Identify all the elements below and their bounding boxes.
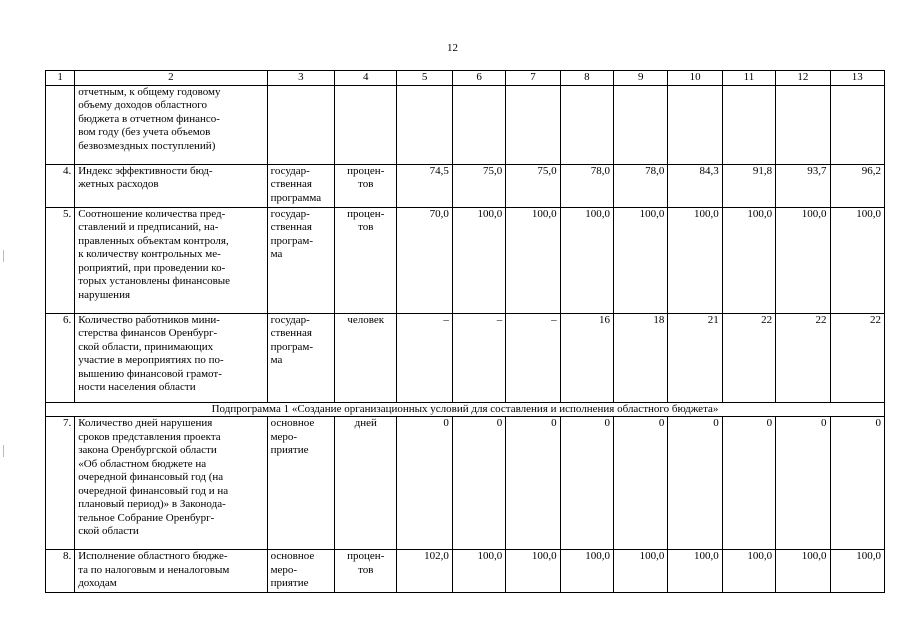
value-cell-text: 100,0 [477, 550, 503, 562]
source-cell [267, 417, 334, 550]
value-cell-text: 75,0 [537, 164, 557, 177]
value-cell-text: 22 [870, 313, 881, 326]
value-cell-text: 100,0 [531, 550, 557, 562]
value-cell [397, 550, 452, 593]
value-cell [452, 550, 505, 593]
unit-cell [335, 85, 397, 164]
header-cell: 4 [335, 71, 397, 86]
indicator-name-cell [75, 313, 267, 402]
value-cell-text: – [443, 313, 449, 326]
value-cell [722, 417, 775, 550]
value-cell [506, 207, 560, 313]
row-number-cell [46, 207, 75, 313]
value-cell [830, 85, 885, 164]
value-cell-text: 21 [707, 313, 719, 326]
subprogram-row [46, 402, 885, 417]
table-row [46, 164, 885, 207]
page-number: 12 [447, 42, 458, 54]
value-cell [722, 85, 775, 164]
source-cell-text: государ- ственная программа [270, 164, 322, 204]
value-cell [776, 550, 830, 593]
value-cell-text: 70,0 [429, 207, 449, 220]
source-cell [267, 164, 334, 207]
scan-edge-mark [3, 445, 4, 457]
value-cell-text: 100,0 [477, 207, 503, 220]
value-cell [397, 164, 452, 207]
indicator-name-cell [75, 550, 267, 593]
row-number-cell-text: 5. [62, 207, 72, 220]
value-cell-text: 78,0 [590, 164, 610, 177]
table-row [46, 550, 885, 593]
source-cell [267, 207, 334, 313]
value-cell [397, 417, 452, 550]
row-number-cell-text: 4. [62, 164, 72, 177]
value-cell-text: 0 [551, 417, 557, 429]
value-cell [614, 550, 668, 593]
header-row [46, 71, 885, 86]
indicator-name-cell-text: Количество дней нарушения сроков представления проекта закона Оренбургской области «Об областном бюджете на очередной финансовый год (на очередной финансовый год и на плановый период)» в Законода- тельное Собрание Оренбург- ской области [78, 417, 229, 537]
value-cell [722, 207, 775, 313]
unit-cell-text: дней [354, 417, 377, 429]
value-cell [614, 207, 668, 313]
header-cell: 3 [267, 71, 334, 86]
value-cell [722, 164, 775, 207]
header-cell: 9 [614, 71, 668, 86]
value-cell-text: 75,0 [483, 164, 503, 177]
header-cell: 2 [75, 71, 267, 86]
unit-cell [335, 313, 397, 402]
value-cell [397, 313, 452, 402]
unit-cell-text: человек [347, 313, 385, 326]
value-cell-text: 0 [443, 417, 449, 429]
value-cell [506, 313, 560, 402]
value-cell-text: 93,7 [807, 164, 827, 177]
source-cell-text: основное меро- приятие [270, 550, 315, 589]
unit-cell-text: процен- тов [347, 164, 385, 190]
source-cell-text: основное меро- приятие [270, 417, 315, 456]
value-cell [397, 207, 452, 313]
unit-cell [335, 550, 397, 593]
value-cell [830, 550, 885, 593]
source-cell [267, 313, 334, 402]
value-cell-text: 0 [658, 417, 665, 429]
value-cell [614, 85, 668, 164]
indicator-name-cell-text: Количество работников мини- стерства финансов Оренбург- ской области, принимающих участие в мероприятиях по по- вышению финансовой грамот- ности населения области [78, 313, 224, 393]
value-cell-text: 96,2 [861, 164, 881, 177]
value-cell [722, 313, 775, 402]
value-cell-text: 100,0 [639, 207, 665, 220]
value-cell-text: 100,0 [585, 207, 610, 220]
value-cell [776, 417, 830, 550]
header-cell: 11 [722, 71, 775, 86]
value-cell-text: 102,0 [424, 550, 449, 562]
header-cell: 12 [776, 71, 830, 86]
unit-cell [335, 417, 397, 550]
value-cell [776, 164, 830, 207]
value-cell-text: 100,0 [747, 550, 773, 562]
source-cell [267, 550, 334, 593]
table-row [46, 417, 885, 550]
value-cell [668, 313, 722, 402]
value-cell-text: 100,0 [694, 550, 719, 562]
value-cell [506, 164, 560, 207]
row-number-cell [46, 85, 75, 164]
value-cell [560, 85, 613, 164]
value-cell [452, 164, 505, 207]
value-cell-text: 100,0 [856, 550, 881, 562]
value-cell [830, 313, 885, 402]
value-cell-text: 84,3 [699, 164, 719, 177]
value-cell [614, 417, 668, 550]
value-cell-text: 0 [604, 417, 610, 429]
value-cell-text: 100,0 [856, 207, 881, 220]
value-cell [668, 417, 722, 550]
source-cell-text: государ- ственная програм- ма [270, 207, 313, 260]
unit-cell-text: процен- тов [347, 550, 385, 576]
value-cell [452, 207, 505, 313]
indicator-name-cell-text: Исполнение областного бюдже- та по налоговым и неналоговым доходам [78, 550, 230, 589]
header-cell: 8 [560, 71, 613, 86]
indicator-name-cell [75, 164, 267, 207]
value-cell-text: 22 [815, 313, 827, 326]
value-cell [506, 85, 560, 164]
value-cell [506, 417, 560, 550]
row-number-cell-text: 7. [62, 417, 72, 429]
value-cell [830, 164, 885, 207]
value-cell [560, 550, 613, 593]
indicators-table [45, 70, 885, 593]
value-cell [560, 164, 613, 207]
value-cell [668, 164, 722, 207]
value-cell [506, 550, 560, 593]
value-cell-text: 91,8 [752, 164, 773, 177]
value-cell [776, 85, 830, 164]
row-number-cell-text: 6. [62, 313, 72, 326]
header-cell: 1 [46, 71, 75, 86]
value-cell [397, 85, 452, 164]
value-cell [668, 85, 722, 164]
value-cell [560, 207, 613, 313]
value-cell [452, 313, 505, 402]
value-cell-text: 0 [821, 417, 827, 429]
value-cell [614, 164, 668, 207]
subprogram-title: Подпрограмма 1 «Создание организационных условий для составления и исполнения областного бюджета» [46, 402, 885, 417]
indicator-name-cell [75, 207, 267, 313]
header-cell: 7 [506, 71, 560, 86]
indicator-name-cell-text: Индекс эффективности бюд- жетных расходов [78, 164, 213, 190]
indicator-name-cell-text: отчетным, к общему годовому объему доходов областного бюджета в отчетном финансо- вом году (без учета объемов безвозмездных поступлений) [78, 85, 221, 152]
value-cell-text: – [496, 313, 503, 326]
value-cell [830, 417, 885, 550]
value-cell-text: 0 [713, 417, 719, 429]
indicator-name-cell [75, 417, 267, 550]
unit-cell [335, 164, 397, 207]
value-cell-text: 22 [761, 313, 773, 326]
unit-cell-text: процен- тов [347, 207, 385, 233]
source-cell [267, 85, 334, 164]
value-cell-text: 0 [496, 417, 503, 429]
value-cell-text: 100,0 [801, 550, 827, 562]
value-cell [722, 550, 775, 593]
value-cell [668, 550, 722, 593]
table-row [46, 207, 885, 313]
indicator-name-cell-text: Соотношение количества пред- ставлений и предписаний, на- правленных объектам контроля, к количеству контрольных ме- роприятий, при проведении ко- торых установлены финансовые нарушения [78, 207, 231, 301]
value-cell-text: 0 [766, 417, 773, 429]
value-cell [560, 313, 613, 402]
value-cell [560, 417, 613, 550]
table-row [46, 85, 885, 164]
header-cell: 13 [830, 71, 885, 86]
value-cell-text: 18 [653, 313, 665, 326]
value-cell-text: 100,0 [747, 207, 773, 220]
value-cell-text: 74,5 [429, 164, 449, 177]
value-cell-text: 100,0 [801, 207, 827, 220]
value-cell-text: – [551, 313, 557, 326]
scan-edge-mark [3, 250, 4, 262]
row-number-cell [46, 417, 75, 550]
value-cell-text: 100,0 [585, 550, 610, 562]
row-number-cell [46, 164, 75, 207]
value-cell-text: 100,0 [694, 207, 719, 220]
value-cell [776, 207, 830, 313]
value-cell [776, 313, 830, 402]
value-cell [830, 207, 885, 313]
unit-cell [335, 207, 397, 313]
value-cell-text: 16 [599, 313, 610, 326]
value-cell [452, 85, 505, 164]
value-cell [668, 207, 722, 313]
header-cell: 10 [668, 71, 722, 86]
source-cell-text: государ- ственная програм- ма [270, 313, 313, 366]
indicator-name-cell [75, 85, 267, 164]
table-row [46, 313, 885, 402]
value-cell-text: 0 [875, 417, 881, 429]
row-number-cell [46, 550, 75, 593]
row-number-cell [46, 313, 75, 402]
header-cell: 6 [452, 71, 505, 86]
value-cell [452, 417, 505, 550]
header-cell: 5 [397, 71, 452, 86]
value-cell [614, 313, 668, 402]
row-number-cell-text: 8. [62, 550, 72, 562]
value-cell-text: 78,0 [645, 164, 665, 177]
value-cell-text: 100,0 [639, 550, 665, 562]
value-cell-text: 100,0 [531, 207, 557, 220]
